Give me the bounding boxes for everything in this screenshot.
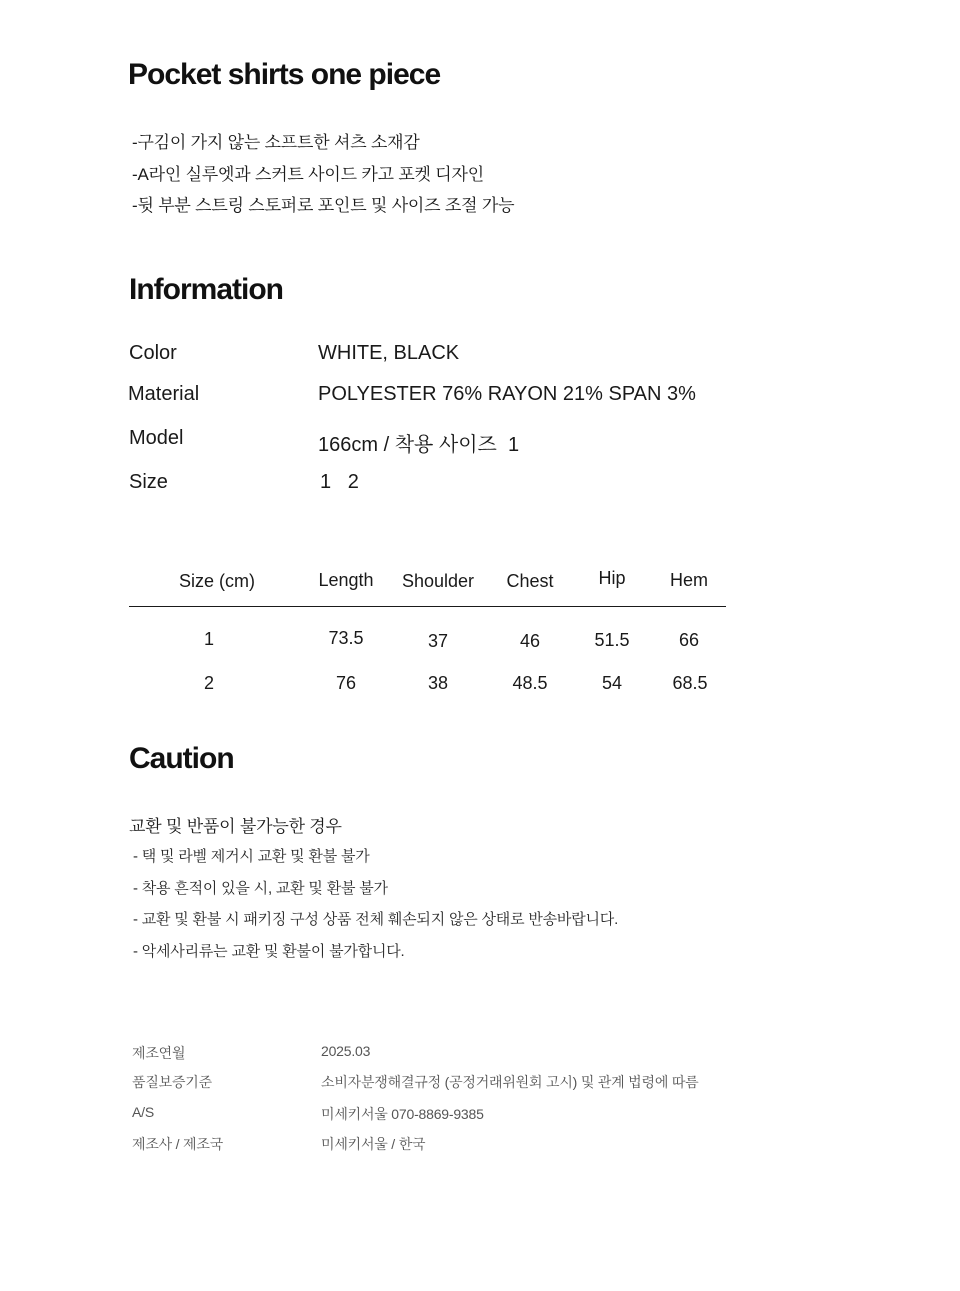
table-header: Size (cm) [179,571,255,591]
info-label-color: Color [129,342,177,364]
table-divider [129,606,726,607]
table-cell: 1 [203,629,214,649]
table-header: Shoulder [401,571,475,591]
table-header: Hip [598,568,626,588]
info-value-model: 166cm / 착용 사이즈 1 [318,434,520,456]
feature-item: -뒷 부분 스트링 스토퍼로 포인트 및 사이즈 조절 가능 [132,196,515,215]
info-value-material: POLYESTER 76% RAYON 21% SPAN 3% [318,383,696,405]
caution-item: - 택 및 라벨 제거시 교환 및 환불 불가 [129,848,370,865]
table-cell: 73.5 [328,628,364,648]
info-value-color: WHITE, BLACK [318,342,460,364]
table-header: Length [318,570,374,590]
table-cell: 48.5 [512,673,548,693]
spec-label: 제조사 / 제조국 [132,1136,224,1152]
table-header: Chest [506,571,554,591]
spec-label: 제조연월 [132,1045,186,1061]
caution-item: - 착용 흔적이 있을 시, 교환 및 환불 불가 [129,880,388,897]
caution-title: Caution [129,742,234,775]
feature-item: -A라인 실루엣과 스커트 사이드 카고 포켓 디자인 [132,165,484,184]
product-title: Pocket shirts one piece [128,58,441,91]
caution-heading: 교환 및 반품이 불가능한 경우 [129,817,342,836]
info-value-size: 1 2 [320,471,359,493]
spec-value: 2025.03 [321,1043,371,1059]
table-cell: 51.5 [594,630,630,650]
table-cell: 54 [601,673,623,693]
info-label-model: Model [129,427,184,449]
info-label-size: Size [129,471,168,493]
table-cell: 2 [203,673,214,693]
table-cell: 37 [427,631,449,651]
feature-item: -구김이 가지 않는 소프트한 셔츠 소재감 [132,133,420,152]
spec-value: 미세키서울 / 한국 [321,1136,426,1152]
table-header: Hem [669,570,708,590]
table-cell: 46 [519,631,541,651]
table-cell: 68.5 [672,673,708,693]
spec-label: A/S [132,1104,154,1120]
caution-item: - 악세사리류는 교환 및 환불이 불가합니다. [129,943,405,960]
table-cell: 76 [335,673,357,693]
info-label-material: Material [128,383,200,405]
table-cell: 66 [678,630,700,650]
spec-label: 품질보증기준 [132,1074,212,1090]
spec-value: 미세키서울 070-8869-9385 [321,1106,484,1122]
caution-item: - 교환 및 환불 시 패키징 구성 상품 전체 훼손되지 않은 상태로 반송바랍니다. [129,911,619,928]
table-cell: 38 [427,673,449,693]
information-title: Information [129,273,283,306]
spec-value: 소비자분쟁해결규정 (공정거래위원회 고시) 및 관계 법령에 따름 [321,1074,699,1090]
